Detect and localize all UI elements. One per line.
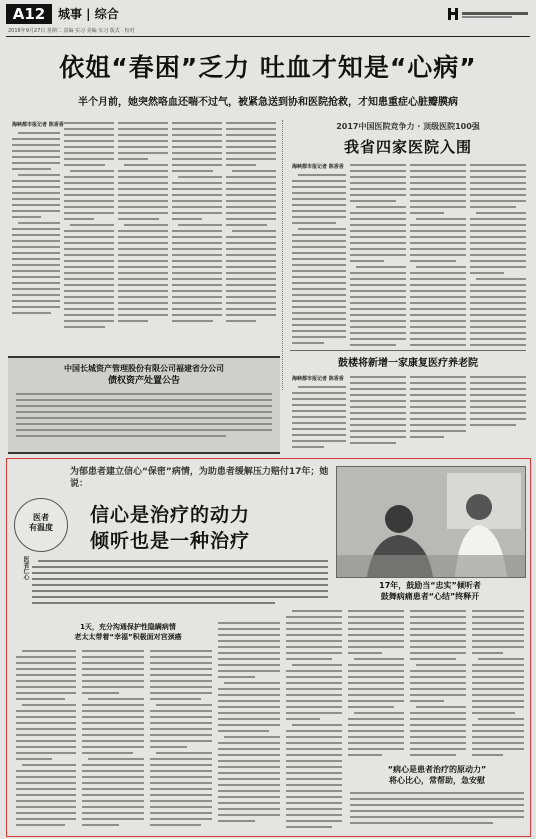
story3-rule — [290, 350, 526, 351]
badge-line1: 医者 — [33, 513, 49, 522]
headline-story2: 我省四家医院入围 — [343, 138, 472, 156]
story2-column-2 — [350, 164, 406, 346]
feature-column-1 — [16, 650, 76, 830]
ad-banner — [8, 356, 280, 454]
kicker-story2: 2017中国医院竞争力 · 顶级医院100强 — [336, 122, 480, 131]
feature-headline-line1: 信心是治疗的动力 — [90, 504, 251, 526]
pull-quote: “病心是患者治疗的原动力” 将心比心，常帮助，急安慰 — [387, 765, 487, 785]
story1-column-1 — [12, 132, 60, 348]
feature-column-7 — [410, 610, 466, 760]
feature-column-9 — [350, 792, 524, 830]
photo-caption: 17年，鼓励当“忠实”倾听者 鼓舞病痛患者“心结”终释开 — [379, 581, 481, 601]
section-title: 城事 | 综合 — [58, 7, 119, 21]
story2-column-4 — [470, 164, 526, 346]
doctor-badge — [14, 498, 68, 552]
newspaper-logo — [448, 6, 530, 20]
feature-intro — [32, 560, 328, 612]
doctor-photo — [336, 466, 526, 578]
headline-story1: 依姐“春困”乏力 吐血才知是“心病” — [59, 53, 477, 82]
feature-column-8 — [472, 610, 524, 760]
feature-column-3 — [150, 650, 212, 830]
headline-story3: 鼓楼将新增一家康复医疗养老院 — [338, 358, 478, 369]
feature-column-6 — [348, 610, 404, 760]
feature-headline-line2: 倾听也是一种治疗 — [90, 530, 251, 552]
byline-story3: 海峡都市报记者 陈香香 — [292, 376, 344, 382]
feature-subhead-a: 1天，充分沟通保护性隐瞒病情 老太太带着“幸福”积极面对宫颈癌 — [74, 623, 182, 641]
ad-company: 中国长城资产管理股份有限公司福建省分公司 — [64, 364, 224, 373]
header-rule — [6, 36, 530, 37]
column-divider — [282, 120, 283, 390]
ad-body — [16, 393, 272, 445]
story1-column-5 — [226, 122, 276, 348]
byline-story1: 海峡都市报记者 陈香香 — [12, 122, 64, 128]
subhead-story1: 半个月前，她突然咯血还喘不过气，被紧急送到协和医院抢救，才知患重症心脏瓣膜病 — [78, 97, 458, 108]
byline-story2: 海峡都市报记者 陈香香 — [292, 164, 344, 170]
story3-column-3 — [410, 376, 466, 450]
column-label: 医者仁心 — [22, 556, 29, 580]
story3-column-2 — [350, 376, 406, 450]
badge-line2: 有温度 — [29, 523, 53, 532]
feature-column-5 — [286, 610, 342, 830]
dateline: 2016年9月27日 星期二 责编 实习 美编 实习 版式 · 校对 — [8, 28, 135, 34]
story1-column-2 — [64, 122, 114, 348]
story3-column-4 — [470, 376, 526, 450]
feature-column-4 — [218, 622, 280, 830]
feature-column-2 — [82, 650, 144, 830]
story3-column-1 — [292, 386, 346, 450]
story1-column-3 — [118, 122, 168, 348]
story1-column-4 — [172, 122, 222, 348]
feature-lead-question: 为郁患者建立信心“保密”病情，为助患者缓解压力赔付17年；她说： — [70, 467, 329, 489]
page-number: A12 — [6, 4, 52, 24]
story2-column-3 — [410, 164, 466, 346]
story2-column-1 — [292, 174, 346, 346]
ad-notice-title: 债权资产处置公告 — [107, 376, 180, 386]
